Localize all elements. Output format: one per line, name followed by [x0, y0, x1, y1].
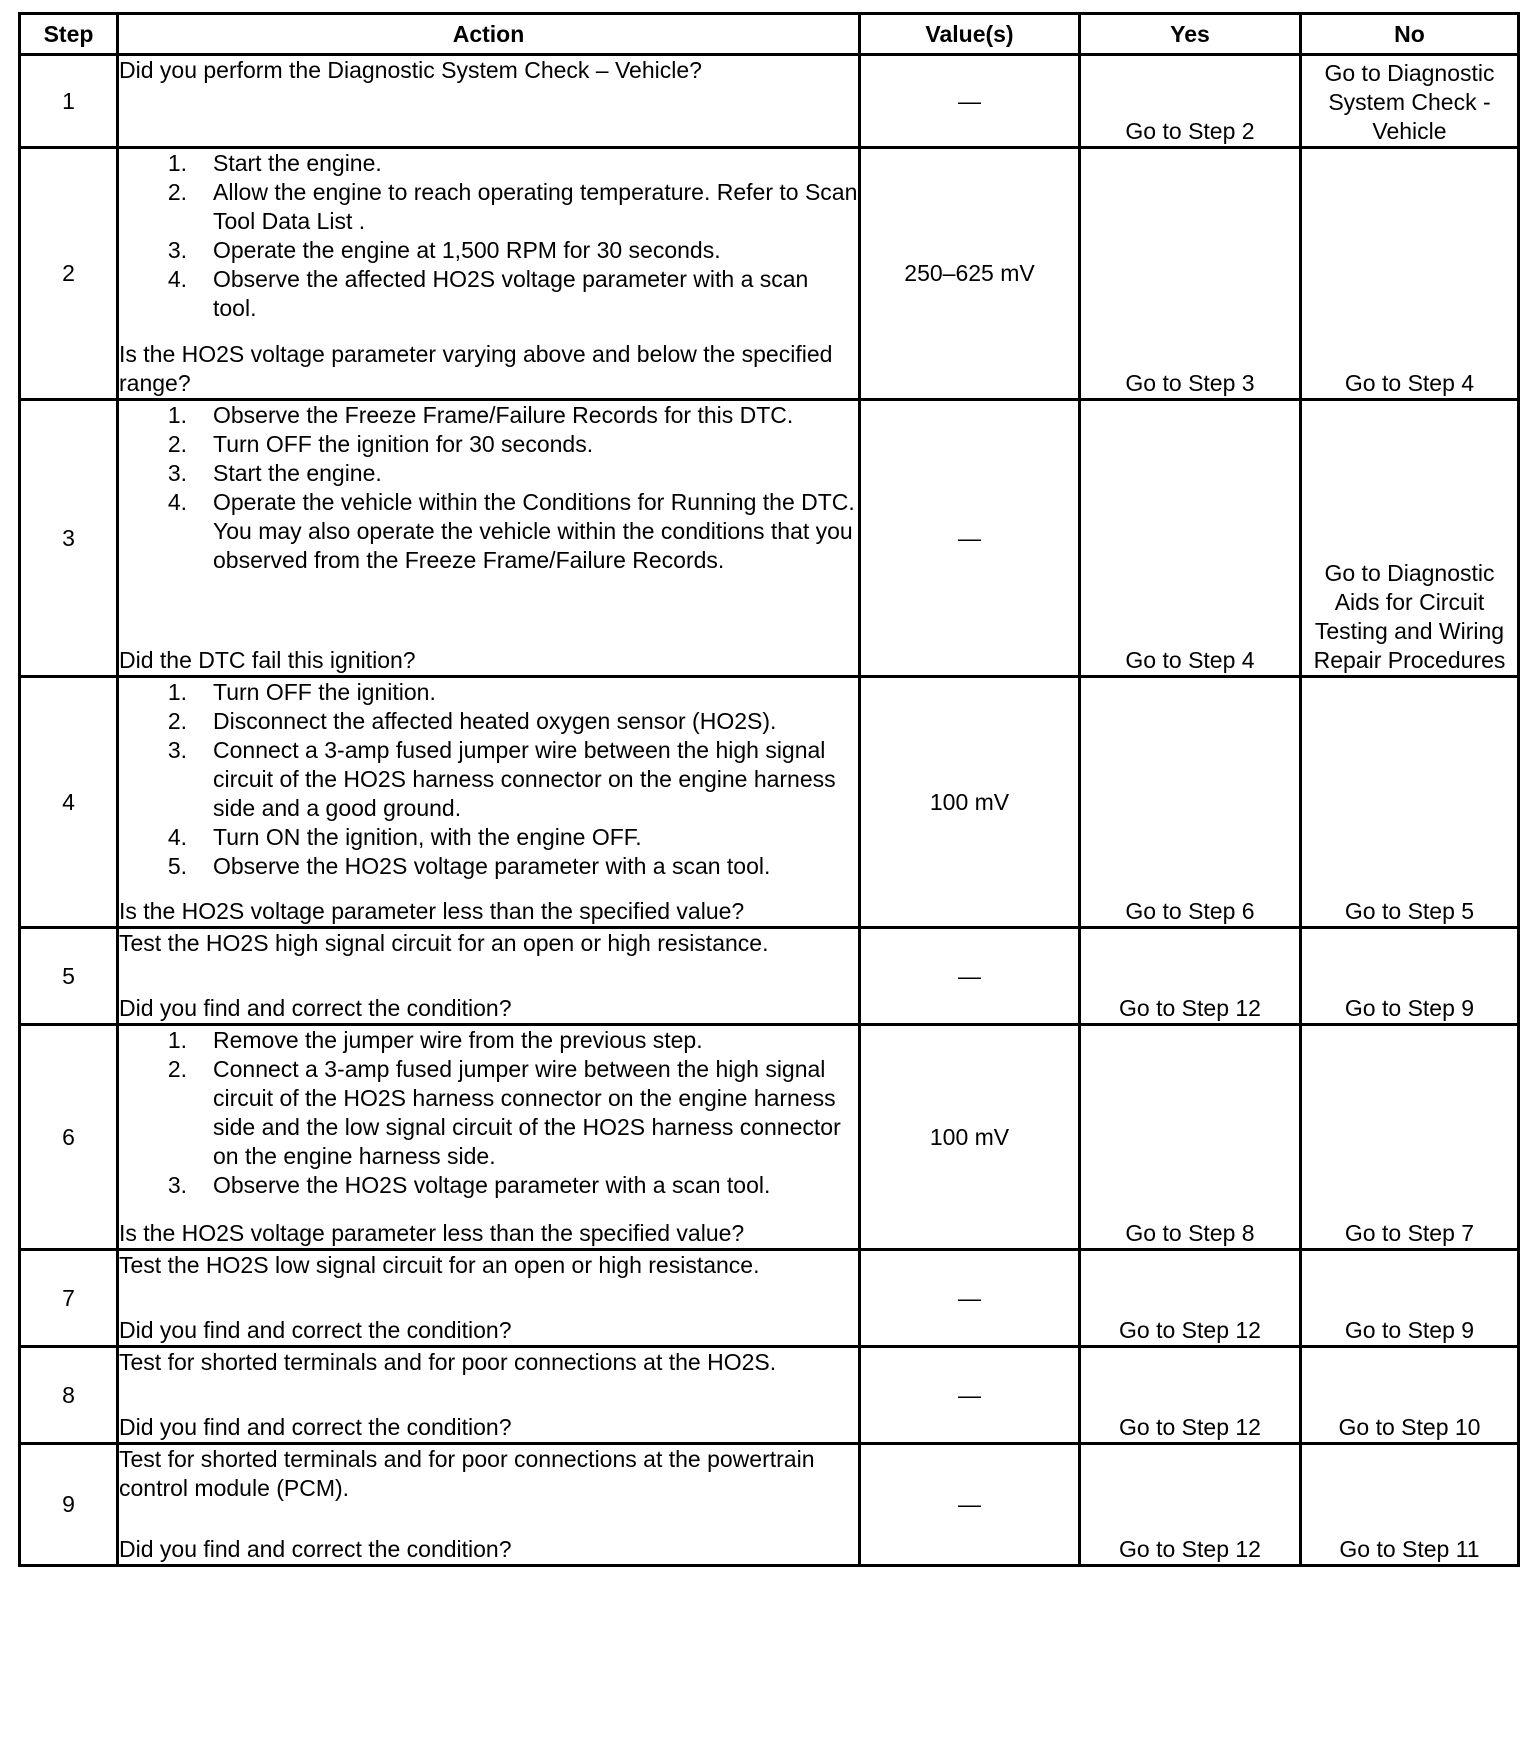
action-step-list [119, 149, 858, 323]
step-number: 2 [20, 148, 118, 400]
no-cell: Go to Step 9 [1301, 1250, 1519, 1347]
list-item: 2. Disconnect the affected heated oxygen sensor (HO2S). [167, 708, 777, 734]
list-item: 1. Turn OFF the ignition. [167, 679, 436, 705]
yes-cell: Go to Step 6 [1080, 677, 1301, 928]
no-cell: Go to Step 10 [1301, 1347, 1519, 1444]
no-cell: Go to Diagnostic System Check - Vehicle [1301, 55, 1519, 148]
table-row [20, 1250, 1519, 1347]
no-cell: Go to Step 7 [1301, 1025, 1519, 1250]
action-cell [118, 148, 860, 400]
list-item: 1. Start the engine. [167, 150, 382, 176]
value-cell: — [860, 1250, 1080, 1347]
action-cell [118, 400, 860, 677]
value-cell: — [860, 400, 1080, 677]
step-number: 9 [20, 1444, 118, 1566]
header-step: Step [20, 14, 118, 55]
list-item: 4. Turn ON the ignition, with the engine OFF. [167, 824, 642, 850]
value-cell: — [860, 55, 1080, 148]
yes-cell: Go to Step 2 [1080, 55, 1301, 148]
step-number: 7 [20, 1250, 118, 1347]
table-row [20, 1025, 1519, 1250]
table-row [20, 1444, 1519, 1566]
no-cell: Go to Step 9 [1301, 928, 1519, 1025]
table-row [20, 1347, 1519, 1444]
no-cell: Go to Step 11 [1301, 1444, 1519, 1566]
action-cell [118, 1025, 860, 1250]
yes-cell: Go to Step 4 [1080, 400, 1301, 677]
yes-cell: Go to Step 12 [1080, 1444, 1301, 1566]
action-text: Test for shorted terminals and for poor connections at the HO2S. [119, 1349, 777, 1375]
no-cell: Go to Step 4 [1301, 148, 1519, 400]
list-item: 2. Turn OFF the ignition for 30 seconds. [167, 431, 594, 457]
no-cell: Go to Step 5 [1301, 677, 1519, 928]
list-item: 5. Observe the HO2S voltage parameter with a scan tool. [167, 853, 771, 879]
no-cell: Go to Diagnostic Aids for Circuit Testing and Wiring Repair Procedures [1301, 400, 1519, 677]
list-item: 4. Operate the vehicle within the Conditions for Running the DTC. You may also operate the vehicle within the conditions that you observed from the Freeze Frame/Failure Records. [167, 489, 855, 573]
step-number: 1 [20, 55, 118, 148]
list-item: 3. Operate the engine at 1,500 RPM for 30 seconds. [167, 237, 721, 263]
value-cell: — [860, 1347, 1080, 1444]
action-cell [118, 677, 860, 928]
header-yes: Yes [1080, 14, 1301, 55]
header-no: No [1301, 14, 1519, 55]
diagnostic-table [18, 12, 1520, 1567]
header-action: Action [118, 14, 860, 55]
value-cell: — [860, 1444, 1080, 1566]
yes-cell: Go to Step 12 [1080, 1347, 1301, 1444]
yes-cell: Go to Step 12 [1080, 1250, 1301, 1347]
header-value: Value(s) [860, 14, 1080, 55]
yes-cell: Go to Step 12 [1080, 928, 1301, 1025]
action-text: Did you perform the Diagnostic System Check – Vehicle? [119, 57, 702, 83]
list-item: 3. Start the engine. [167, 460, 382, 486]
value-cell: — [860, 928, 1080, 1025]
list-item: 1. Remove the jumper wire from the previous step. [167, 1027, 703, 1053]
action-question: Is the HO2S voltage parameter less than the specified value? [119, 1220, 745, 1246]
action-question: Did you find and correct the condition? [119, 1317, 512, 1343]
action-step-list [119, 678, 858, 881]
list-item: 1. Observe the Freeze Frame/Failure Records for this DTC. [167, 402, 794, 428]
action-text: Test the HO2S low signal circuit for an open or high resistance. [119, 1252, 760, 1278]
yes-cell: Go to Step 8 [1080, 1025, 1301, 1250]
action-cell [118, 1250, 860, 1347]
value-cell: 250–625 mV [860, 148, 1080, 400]
value-cell: 100 mV [860, 1025, 1080, 1250]
list-item: 3. Observe the HO2S voltage parameter with a scan tool. [167, 1172, 771, 1198]
action-text: Test for shorted terminals and for poor connections at the powertrain control module (PCM). [119, 1446, 815, 1501]
table-row [20, 148, 1519, 400]
action-cell [118, 1347, 860, 1444]
table-row [20, 677, 1519, 928]
action-question: Did you find and correct the condition? [119, 995, 512, 1021]
table-row [20, 928, 1519, 1025]
list-item: 2. Connect a 3-amp fused jumper wire between the high signal circuit of the HO2S harness connector on the engine harness side and the low signal circuit of the HO2S harness connector on the engine harness side. [167, 1056, 841, 1169]
action-step-list [119, 1026, 858, 1200]
action-question: Is the HO2S voltage parameter less than the specified value? [119, 898, 745, 924]
list-item: 3. Connect a 3-amp fused jumper wire between the high signal circuit of the HO2S harness connector on the engine harness side and a good ground. [167, 737, 836, 821]
diagnostic-table-container [18, 12, 1520, 1567]
header-row [20, 14, 1519, 55]
step-number: 4 [20, 677, 118, 928]
action-question: Is the HO2S voltage parameter varying above and below the specified range? [119, 341, 833, 396]
list-item: 4. Observe the affected HO2S voltage parameter with a scan tool. [167, 266, 809, 321]
table-row [20, 55, 1519, 148]
action-question: Did you find and correct the condition? [119, 1536, 512, 1562]
action-cell [118, 1444, 860, 1566]
action-cell [118, 55, 860, 148]
action-question: Did the DTC fail this ignition? [119, 647, 416, 673]
step-number: 5 [20, 928, 118, 1025]
list-item: 2. Allow the engine to reach operating temperature. Refer to Scan Tool Data List . [167, 179, 858, 234]
step-number: 6 [20, 1025, 118, 1250]
step-number: 3 [20, 400, 118, 677]
yes-cell: Go to Step 3 [1080, 148, 1301, 400]
action-step-list [119, 401, 858, 575]
action-text: Test the HO2S high signal circuit for an open or high resistance. [119, 930, 769, 956]
table-row [20, 400, 1519, 677]
value-cell: 100 mV [860, 677, 1080, 928]
action-cell [118, 928, 860, 1025]
step-number: 8 [20, 1347, 118, 1444]
action-question: Did you find and correct the condition? [119, 1414, 512, 1440]
